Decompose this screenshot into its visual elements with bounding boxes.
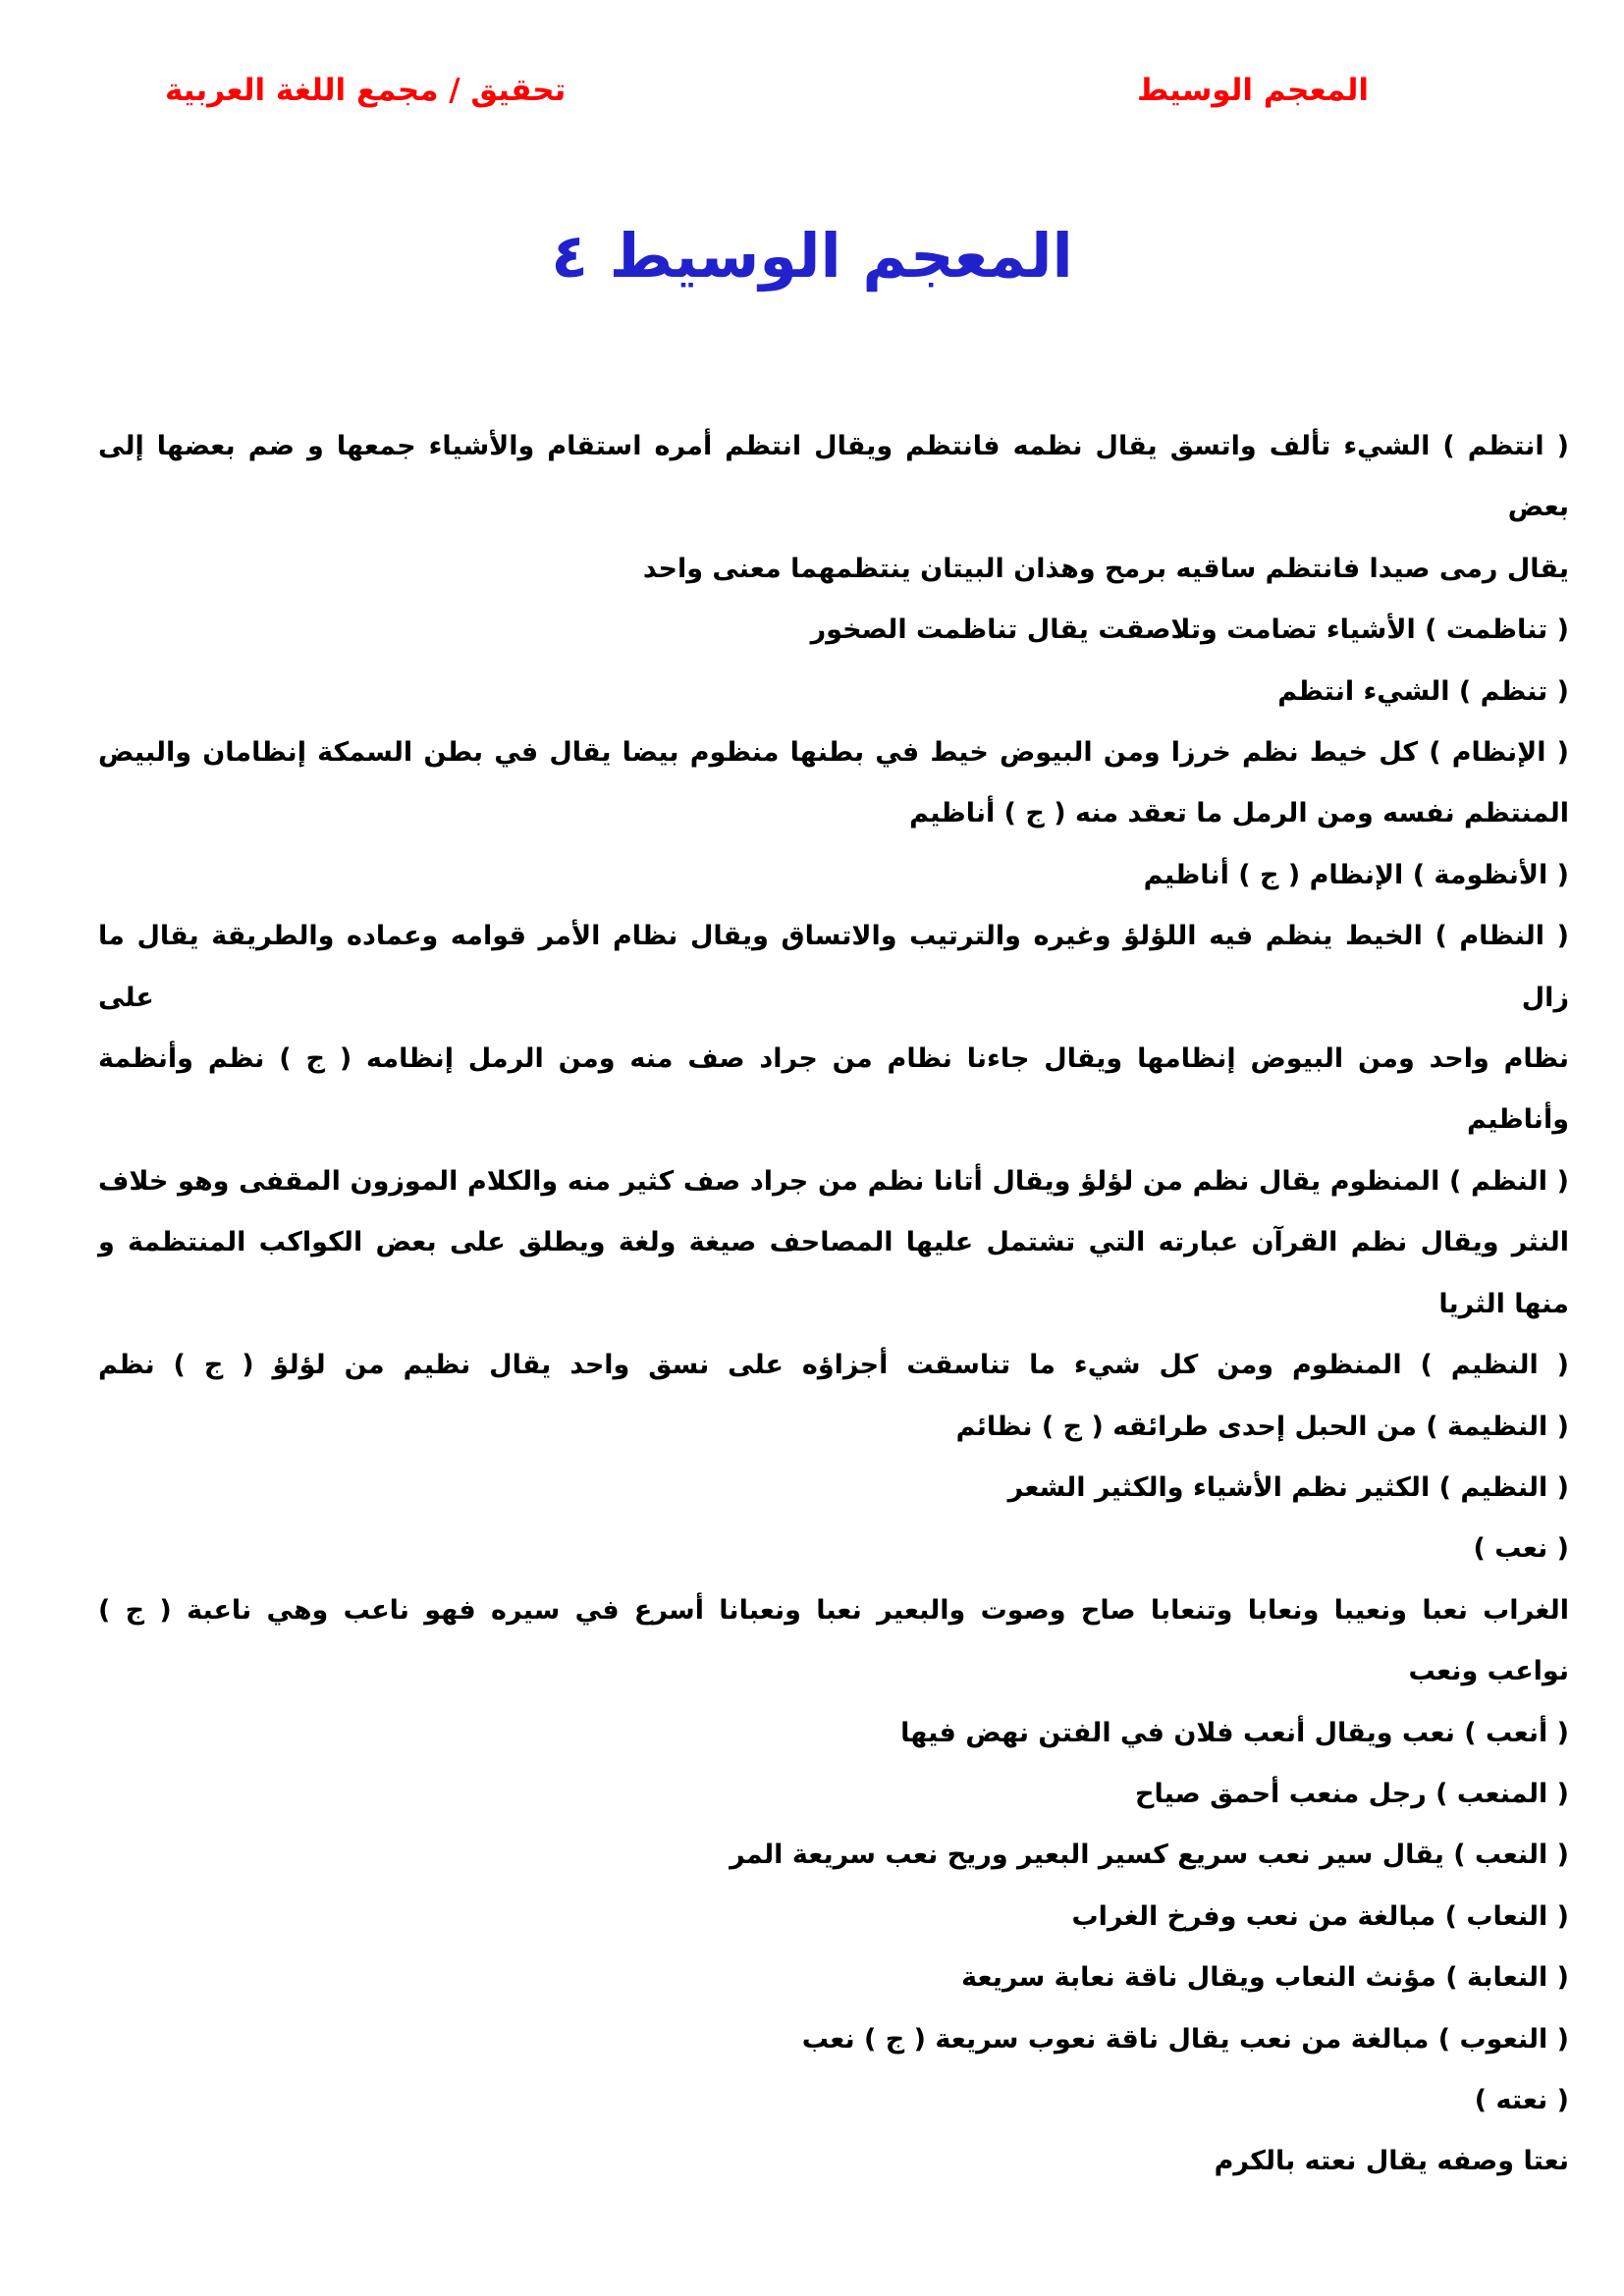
text-line: ( النعب ) يقال سير نعب سريع كسير البعير وريح نعب سريعة المر: [730, 1840, 1569, 1871]
text-line: منها الثريا: [1438, 1288, 1569, 1319]
text-line: وأناظيم: [1467, 1104, 1569, 1136]
text-line: ( تنظم ) الشيء انتظم: [1277, 675, 1569, 707]
page-title: المعجم الوسيط ٤: [551, 220, 1073, 292]
text-line: ( أنعب ) نعب ويقال أنعب فلان في الفتن نهض فيها: [900, 1717, 1569, 1748]
text-line: ( الإنظام ) كل خيط نظم خرزا ومن البيوض خيط في بطنها منظوم بيضا يقال في بطن السمكة إنظامان والبيض: [98, 737, 1569, 769]
text-line: الغراب نعبا ونعيبا ونعابا وتنعابا صاح وصوت والبعير نعبا ونعبانا أسرع في سيره فهو ناعب وهي ناعبة ( ج ): [98, 1594, 1569, 1626]
text-line: المنتظم نفسه ومن الرمل ما تعقد منه ( ج ) أناظيم: [909, 798, 1569, 829]
text-line: ( نعته ): [1474, 2084, 1569, 2115]
text-line: ( تناظمت ) الأشياء تضامت وتلاصقت يقال تناظمت الصخور: [810, 614, 1569, 646]
header-editor-credit: تحقيق / مجمع اللغة العربية: [165, 73, 567, 108]
text-line: ( النظيمة ) من الحبل إحدى طرائقه ( ج ) نظائم: [955, 1411, 1569, 1442]
text-line: ( انتظم ) الشيء تألف واتسق يقال نظمه فانتظم ويقال انتظم أمره استقام والأشياء جمعها و ضم بعضها إلى بعض: [98, 431, 1569, 523]
text-line: نواعب ونعب: [1408, 1656, 1569, 1687]
text-line: نعتا وصفه يقال نعته بالكرم: [1214, 2146, 1569, 2177]
text-line: ( النعابة ) مؤنث النعاب ويقال ناقة نعابة سريعة: [961, 1962, 1569, 1994]
text-line: النثر ويقال نظم القرآن عبارته التي تشتمل عليها المصاحف صيغة ولغة ويطلق على بعض الكواكب المنتظمة و: [98, 1227, 1569, 1258]
header-book-title: المعجم الوسيط: [1136, 73, 1369, 108]
text-line: يقال رمى صيدا فانتظم ساقيه برمح وهذان البيتان ينتظمهما معنى واحد: [642, 553, 1569, 584]
text-line: ( المنعب ) رجل منعب أحمق صياح: [1135, 1778, 1569, 1809]
dictionary-body: [98, 416, 1569, 2193]
text-line: ( النظام ) الخيط ينظم فيه اللؤلؤ وغيره والترتيب والاتساق ويقال نظام الأمر قوامه وعماده والطريقة يقال ما زال على: [98, 921, 1569, 1013]
text-line: ( النظم ) المنظوم يقال نظم من لؤلؤ ويقال أتانا نظم من جراد صف كثير منه والكلام الموزون المقفى وهو خلاف: [98, 1165, 1569, 1197]
text-line: ( الأنظومة ) الإنظام ( ج ) أناظيم: [1143, 859, 1569, 890]
text-line: نظام واحد ومن البيوض إنظامها ويقال جاءنا نظام من جراد صف منه ومن الرمل إنظامه ( ج ) نظم وأنظمة: [98, 1043, 1569, 1075]
text-line: ( نعب ): [1473, 1533, 1569, 1565]
text-line: ( النعوب ) مبالغة من نعب يقال ناقة نعوب سريعة ( ج ) نعب: [801, 2023, 1569, 2055]
text-line: ( النعاب ) مبالغة من نعب وفرخ الغراب: [1071, 1900, 1569, 1932]
text-line: ( النظيم ) المنظوم ومن كل شيء ما تناسقت أجزاؤه على نسق واحد يقال نظيم من لؤلؤ ( ج ) نظم: [98, 1350, 1569, 1381]
text-line: ( النظيم ) الكثير نظم الأشياء والكثير الشعر: [1007, 1471, 1569, 1503]
